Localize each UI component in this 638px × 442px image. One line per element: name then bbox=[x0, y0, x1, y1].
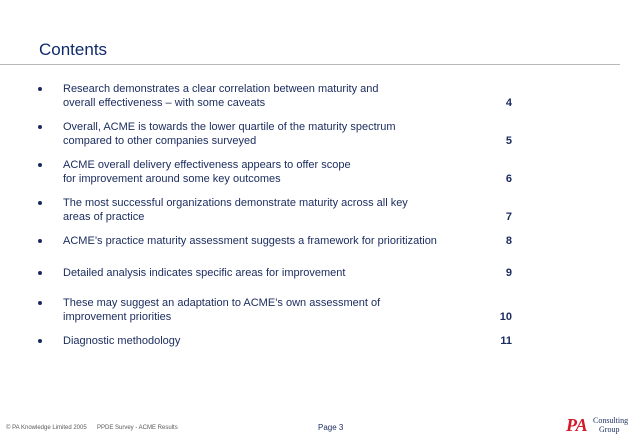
toc-item-line: overall effectiveness – with some caveats bbox=[63, 97, 266, 109]
toc-item[interactable] bbox=[38, 266, 518, 280]
toc-item-line: These may suggest an adaptation to ACME’s own assessment of bbox=[63, 297, 381, 309]
footer-copyright: © PA Knowledge Limited 2005 bbox=[6, 425, 87, 431]
bullet-icon bbox=[38, 271, 42, 275]
toc-item-line: Research demonstrates a clear correlation between maturity and bbox=[63, 83, 379, 95]
toc-page-number: 9 bbox=[505, 267, 512, 279]
footer-page-number: Page 3 bbox=[318, 423, 344, 432]
bullet-icon bbox=[38, 339, 42, 343]
toc-item-text bbox=[63, 234, 483, 248]
toc-item-text bbox=[63, 120, 483, 148]
toc-item-text bbox=[63, 82, 483, 110]
toc-item[interactable] bbox=[38, 196, 518, 224]
title-divider bbox=[0, 64, 620, 65]
toc-page-number: 7 bbox=[505, 211, 512, 223]
page-title: Contents bbox=[39, 40, 108, 59]
toc-item[interactable] bbox=[38, 334, 518, 348]
svg-text:Consulting: Consulting bbox=[593, 416, 629, 425]
bullet-icon bbox=[38, 125, 42, 129]
svg-text:PA: PA bbox=[566, 415, 588, 435]
toc-page-number: 5 bbox=[505, 135, 512, 147]
svg-text:Group: Group bbox=[599, 425, 620, 434]
toc-page-number: 4 bbox=[505, 97, 512, 109]
toc-item-line: Overall, ACME is towards the lower quartile of the maturity spectrum bbox=[63, 121, 396, 133]
bullet-icon bbox=[38, 163, 42, 167]
bullet-icon bbox=[38, 87, 42, 91]
toc-item-text bbox=[63, 296, 483, 324]
toc-page-number: 8 bbox=[505, 235, 512, 247]
toc-item-line: compared to other companies surveyed bbox=[63, 135, 257, 147]
toc-page-number: 6 bbox=[505, 173, 512, 185]
toc-page-number: 10 bbox=[499, 311, 512, 323]
bullet-icon bbox=[38, 301, 42, 305]
toc-item[interactable] bbox=[38, 82, 518, 110]
toc-list bbox=[38, 82, 518, 348]
toc-item-text bbox=[63, 158, 483, 186]
toc-item-text bbox=[63, 334, 483, 348]
pa-consulting-logo bbox=[566, 414, 629, 436]
toc-item-line: areas of practice bbox=[63, 211, 145, 223]
toc-item-line: for improvement around some key outcomes bbox=[63, 173, 281, 185]
toc-item-line: The most successful organizations demonstrate maturity across all key bbox=[63, 197, 408, 209]
toc-page-number: 11 bbox=[500, 335, 512, 347]
toc-item-line: Diagnostic methodology bbox=[63, 335, 181, 347]
toc-item-line: ACME overall delivery effectiveness appears to offer scope bbox=[63, 159, 351, 171]
bullet-icon bbox=[38, 239, 42, 243]
toc-item-text bbox=[63, 196, 483, 224]
toc-item[interactable] bbox=[38, 234, 518, 248]
toc-item-line: Detailed analysis indicates specific areas for improvement bbox=[63, 267, 346, 279]
toc-item[interactable] bbox=[38, 158, 518, 186]
footer-document-name: PPDE Survey - ACME Results bbox=[97, 425, 178, 431]
toc-item-line: ACME’s practice maturity assessment suggests a framework for prioritization bbox=[63, 235, 437, 247]
toc-item-text bbox=[63, 266, 483, 280]
toc-item[interactable] bbox=[38, 120, 518, 148]
bullet-icon bbox=[38, 201, 42, 205]
toc-item-line: improvement priorities bbox=[63, 311, 172, 323]
toc-item[interactable] bbox=[38, 296, 518, 324]
